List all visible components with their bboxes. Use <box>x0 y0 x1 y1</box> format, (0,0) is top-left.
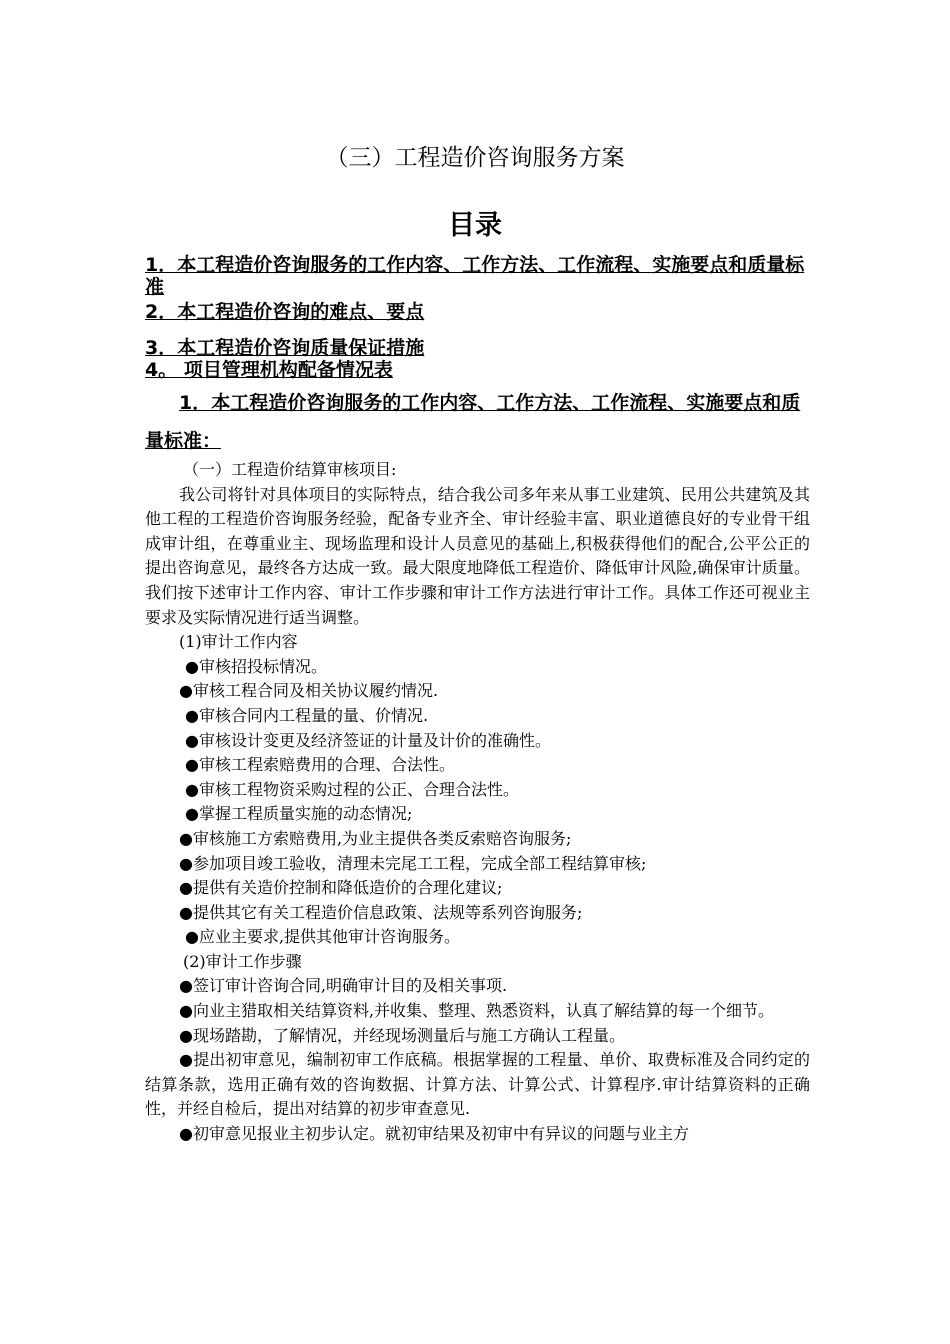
list-item: ●初审意见报业主初步认定。就初审结果及初审中有异议的问题与业主方 <box>179 1124 689 1144</box>
list-item: ●签订审计咨询合同,明确审计目的及相关事项. <box>179 976 508 996</box>
list-item: ●提供其它有关工程造价信息政策、法规等系列咨询服务; <box>179 902 583 922</box>
intro-paragraph: 我公司将针对具体项目的实际特点，结合我公司多年来从事工业建筑、民用公共建筑及其他工程的工程造价咨询服务经验，配备专业齐全、审计经验丰富、职业道德良好的专业骨干组成审计组，在尊重业主、现场监理和设计人员意见的基础上,积极获得他们的配合,公平公正的提出咨询意见，最终各方达成一致。最大限度地降低工程造价、降低审计风险,确保审计质量。我们按下述审计工作内容、审计工作步骤和审计工作方法进行审计工作。具体工作还可视业主要求及实际情况进行适当调整。 <box>145 484 810 627</box>
list-item: ●提供有关造价控制和降低造价的合理化建议; <box>179 878 503 898</box>
list-item: ●向业主猎取相关结算资料,并收集、整理、熟悉资料，认真了解结算的每一个细节。 <box>179 1001 775 1021</box>
table-of-contents <box>145 254 810 381</box>
list-item: ●审核合同内工程量的量、价情况. <box>185 705 429 725</box>
list-item: ●提出初审意见，编制初审工作底稿。根据掌握的工程量、单价、取费标准及合同约定的结算条款，选用正确有效的咨询数据、计算方法、计算公式、计算程序.审计结算资料的正确性，并经自检后，提出对结算的初步审查意见. <box>145 1050 810 1119</box>
work-content-heading: (1)审计工作内容 <box>179 632 298 652</box>
list-item: ●参加项目竣工验收，清理未完尾工工程，完成全部工程结算审核; <box>179 853 647 873</box>
work-steps-heading: (2)审计工作步骤 <box>183 951 302 971</box>
document-body <box>145 458 810 1147</box>
list-item: ●审核招投标情况。 <box>185 656 327 676</box>
toc-item-4[interactable]: 4。 项目管理机构配备情况表 <box>145 359 393 381</box>
list-item: ●审核工程索赔费用的合理、合法性。 <box>185 755 455 775</box>
subsection-heading: （一）工程造价结算审核项目: <box>183 460 397 479</box>
toc-item-3[interactable]: 3．本工程造价咨询质量保证措施 <box>145 337 425 359</box>
list-item: ●审核设计变更及经济签证的计量及计价的准确性。 <box>185 730 551 750</box>
toc-title: 目录 <box>448 210 502 241</box>
list-item: ●审核工程合同及相关协议履约情况. <box>179 681 439 701</box>
list-item: ●审核工程物资采购过程的公正、合理合法性。 <box>185 779 519 799</box>
list-item: ●应业主要求,提供其他审计咨询服务。 <box>185 927 461 947</box>
list-item: ●审核施工方索赔费用,为业主提供各类反索赔咨询服务; <box>179 828 572 848</box>
list-item: ●掌握工程质量实施的动态情况; <box>185 804 413 824</box>
list-item: ●现场踏勘，了解情况，并经现场测量后与施工方确认工程量。 <box>179 1025 625 1045</box>
toc-item-2[interactable]: 2．本工程造价咨询的难点、要点 <box>145 301 425 323</box>
toc-item-1[interactable]: 1．本工程造价咨询服务的工作内容、工作方法、工作流程、实施要点和质量标准 <box>145 254 805 298</box>
document-title: （三）工程造价咨询服务方案 <box>325 145 625 171</box>
section-heading: 1．本工程造价咨询服务的工作内容、工作方法、工作流程、实施要点和质量标准： <box>145 392 801 452</box>
